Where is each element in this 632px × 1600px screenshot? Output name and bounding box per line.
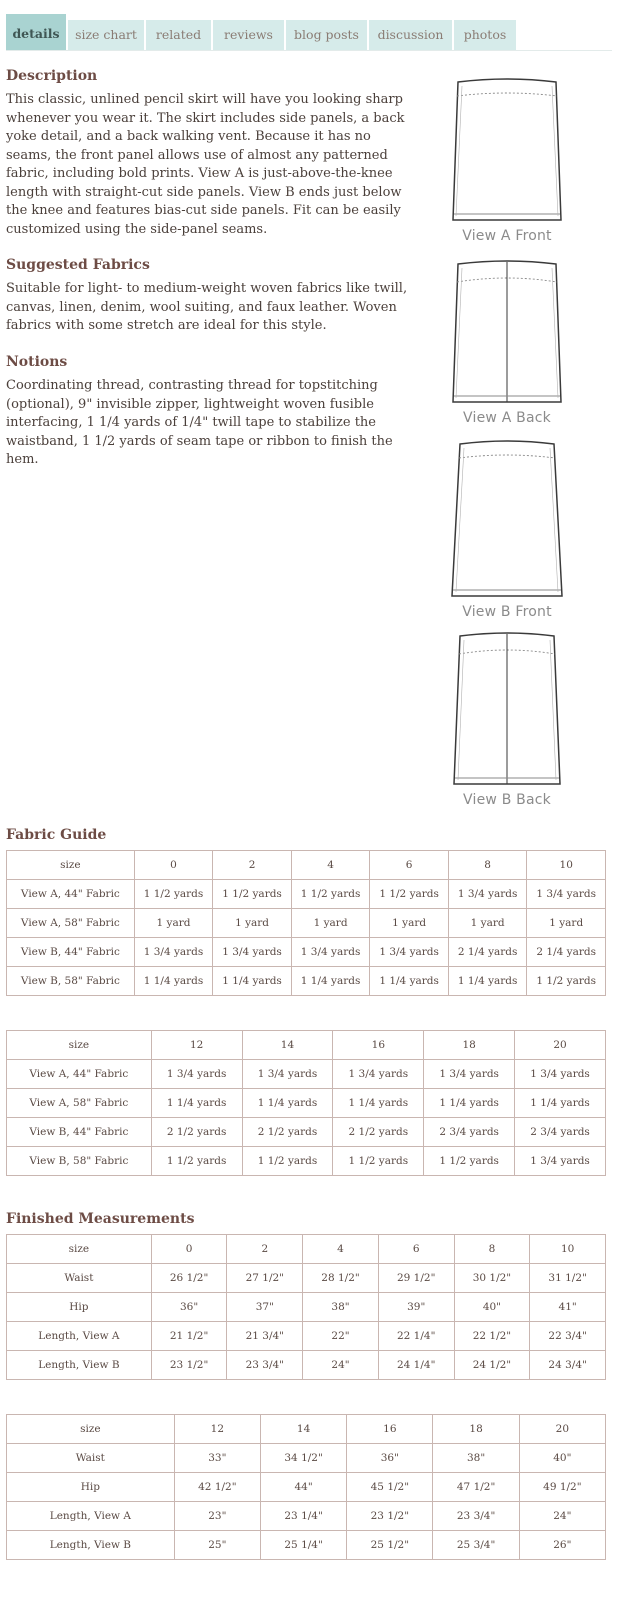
table-cell: 1 1/2 yards bbox=[291, 880, 370, 909]
table-cell: 2 1/2 yards bbox=[242, 1118, 333, 1147]
table-cell: 30 1/2" bbox=[454, 1264, 530, 1293]
table-cell: 25 3/4" bbox=[433, 1531, 519, 1560]
table-row-label: View A, 44" Fabric bbox=[7, 1060, 152, 1089]
table-row-label: Waist bbox=[7, 1444, 175, 1473]
table-cell: 1 3/4 yards bbox=[134, 938, 213, 967]
table-cell: 1 3/4 yards bbox=[213, 938, 292, 967]
table-row bbox=[7, 1060, 606, 1089]
table-cell: 38" bbox=[303, 1293, 379, 1322]
table-cell: 24" bbox=[303, 1351, 379, 1380]
table-row bbox=[7, 1293, 606, 1322]
description-text: This classic, unlined pencil skirt will have you looking sharp whenever you wear it. The skirt includes side panels, a back yoke detail, and a back walking vent. Because it has no seams, the front panel allows use of almost any patterned fabric, including bold prints. View A is just-above-the-knee length with straight-cut side panels. View B ends just below the knee and features bias-cut side panels. Fit can be easily customized using the side-panel seams. bbox=[6, 92, 405, 237]
table-cell: 2 1/2 yards bbox=[333, 1118, 424, 1147]
table-header-cell: 10 bbox=[527, 851, 606, 880]
table-row-label: Length, View B bbox=[7, 1351, 152, 1380]
tab-photos[interactable]: photos bbox=[454, 20, 518, 50]
table-header-cell: 0 bbox=[151, 1235, 227, 1264]
table-row bbox=[7, 1322, 606, 1351]
table-header-row bbox=[7, 1031, 606, 1060]
table-header-cell: 20 bbox=[519, 1415, 605, 1444]
table-cell: 22 3/4" bbox=[530, 1322, 606, 1351]
table-cell: 24 1/4" bbox=[378, 1351, 454, 1380]
table-cell: 1 1/4 yards bbox=[134, 967, 213, 996]
table-header-cell: 6 bbox=[378, 1235, 454, 1264]
table-cell: 24 3/4" bbox=[530, 1351, 606, 1380]
table-row-label: Waist bbox=[7, 1264, 152, 1293]
table-row-label: View B, 58" Fabric bbox=[7, 1147, 152, 1176]
table-cell: 42 1/2" bbox=[174, 1473, 260, 1502]
table-cell: 37" bbox=[227, 1293, 303, 1322]
table-header-cell: 14 bbox=[242, 1031, 333, 1060]
table-header-cell: 4 bbox=[291, 851, 370, 880]
table-cell: 1 3/4 yards bbox=[515, 1147, 606, 1176]
tab-blog-posts[interactable]: blog posts bbox=[286, 20, 369, 50]
table-cell: 2 3/4 yards bbox=[424, 1118, 515, 1147]
table-cell: 1 yard bbox=[291, 909, 370, 938]
measurements-table-2 bbox=[6, 1414, 606, 1560]
table-cell: 1 3/4 yards bbox=[448, 880, 527, 909]
notions-text: Coordinating thread, contrasting thread for topstitching (optional), 9" invisible zipper, lightweight woven fusible interfacing, 1 1/4 yards of 1/4" twill tape to stabilize the waistband, 1 1/2 yards of seam tape or ribbon to finish the hem. bbox=[6, 378, 393, 467]
table-row bbox=[7, 1118, 606, 1147]
table-header-cell: 14 bbox=[260, 1415, 346, 1444]
table-cell: 1 3/4 yards bbox=[291, 938, 370, 967]
table-cell: 2 1/2 yards bbox=[151, 1118, 242, 1147]
table-cell: 1 1/2 yards bbox=[213, 880, 292, 909]
table-cell: 31 1/2" bbox=[530, 1264, 606, 1293]
table-cell: 1 1/4 yards bbox=[370, 967, 449, 996]
table-cell: 2 1/4 yards bbox=[527, 938, 606, 967]
table-cell: 26" bbox=[519, 1531, 605, 1560]
view-label: View B Front bbox=[462, 604, 552, 620]
view-label: View B Back bbox=[463, 792, 551, 808]
table-cell: 25 1/2" bbox=[347, 1531, 433, 1560]
table-cell: 45 1/2" bbox=[347, 1473, 433, 1502]
table-header-row bbox=[7, 1235, 606, 1264]
table-cell: 1 1/4 yards bbox=[242, 1089, 333, 1118]
table-row bbox=[7, 1264, 606, 1293]
table-cell: 23 1/2" bbox=[151, 1351, 227, 1380]
table-row-label: Length, View B bbox=[7, 1531, 175, 1560]
table-cell: 1 1/4 yards bbox=[213, 967, 292, 996]
table-header-cell: 20 bbox=[515, 1031, 606, 1060]
table-header-cell: 2 bbox=[227, 1235, 303, 1264]
table-cell: 27 1/2" bbox=[227, 1264, 303, 1293]
table-header-cell: 12 bbox=[151, 1031, 242, 1060]
table-cell: 38" bbox=[433, 1444, 519, 1473]
table-header-cell: size bbox=[7, 1031, 152, 1060]
table-cell: 21 3/4" bbox=[227, 1322, 303, 1351]
tab-discussion[interactable]: discussion bbox=[369, 20, 454, 50]
table-cell: 23" bbox=[174, 1502, 260, 1531]
table-cell: 39" bbox=[378, 1293, 454, 1322]
table-cell: 1 3/4 yards bbox=[370, 938, 449, 967]
table-cell: 21 1/2" bbox=[151, 1322, 227, 1351]
table-row bbox=[7, 938, 606, 967]
view-b-front bbox=[448, 440, 566, 620]
table-cell: 41" bbox=[530, 1293, 606, 1322]
tab-related[interactable]: related bbox=[146, 20, 213, 50]
table-cell: 1 1/2 yards bbox=[151, 1147, 242, 1176]
table-cell: 1 3/4 yards bbox=[515, 1060, 606, 1089]
table-cell: 36" bbox=[347, 1444, 433, 1473]
table-cell: 1 1/2 yards bbox=[424, 1147, 515, 1176]
table-row-label: Length, View A bbox=[7, 1322, 152, 1351]
table-row-label: Hip bbox=[7, 1293, 152, 1322]
table-row bbox=[7, 1502, 606, 1531]
table-cell: 44" bbox=[260, 1473, 346, 1502]
table-row bbox=[7, 967, 606, 996]
table-cell: 22 1/4" bbox=[378, 1322, 454, 1351]
table-cell: 1 1/2 yards bbox=[333, 1147, 424, 1176]
table-cell: 1 1/4 yards bbox=[333, 1089, 424, 1118]
view-a-front bbox=[448, 78, 566, 244]
table-cell: 2 3/4 yards bbox=[515, 1118, 606, 1147]
table-row-label: View A, 58" Fabric bbox=[7, 909, 135, 938]
table-header-cell: 0 bbox=[134, 851, 213, 880]
fabric-guide-table-1 bbox=[6, 850, 606, 996]
suggested-fabrics-heading: Suggested Fabrics bbox=[6, 257, 150, 273]
table-cell: 47 1/2" bbox=[433, 1473, 519, 1502]
table-cell: 23 3/4" bbox=[227, 1351, 303, 1380]
table-cell: 25 1/4" bbox=[260, 1531, 346, 1560]
table-cell: 1 1/2 yards bbox=[242, 1147, 333, 1176]
table-row bbox=[7, 1444, 606, 1473]
skirt-b-back-drawing bbox=[448, 632, 566, 788]
skirt-b-front-drawing bbox=[448, 440, 566, 600]
table-cell: 40" bbox=[519, 1444, 605, 1473]
table-cell: 36" bbox=[151, 1293, 227, 1322]
table-header-cell: 4 bbox=[303, 1235, 379, 1264]
table-cell: 1 1/4 yards bbox=[448, 967, 527, 996]
table-cell: 1 yard bbox=[370, 909, 449, 938]
table-header-cell: 8 bbox=[448, 851, 527, 880]
table-cell: 1 3/4 yards bbox=[424, 1060, 515, 1089]
table-header-cell: 8 bbox=[454, 1235, 530, 1264]
table-row bbox=[7, 1351, 606, 1380]
table-header-cell: 12 bbox=[174, 1415, 260, 1444]
table-header-row bbox=[7, 1415, 606, 1444]
table-cell: 24" bbox=[519, 1502, 605, 1531]
table-cell: 22" bbox=[303, 1322, 379, 1351]
table-header-cell: 10 bbox=[530, 1235, 606, 1264]
table-cell: 1 yard bbox=[527, 909, 606, 938]
table-header-cell: 18 bbox=[424, 1031, 515, 1060]
table-row bbox=[7, 1473, 606, 1502]
table-header-cell: 6 bbox=[370, 851, 449, 880]
table-cell: 1 3/4 yards bbox=[151, 1060, 242, 1089]
tab-size-chart[interactable]: size chart bbox=[68, 20, 146, 50]
table-header-cell: 16 bbox=[347, 1415, 433, 1444]
table-row-label: View A, 58" Fabric bbox=[7, 1089, 152, 1118]
tab-details[interactable]: details bbox=[6, 14, 68, 50]
table-row bbox=[7, 909, 606, 938]
table-cell: 1 1/4 yards bbox=[291, 967, 370, 996]
table-row-label: View A, 44" Fabric bbox=[7, 880, 135, 909]
table-row bbox=[7, 1531, 606, 1560]
view-b-back bbox=[448, 632, 566, 808]
description-heading: Description bbox=[6, 68, 98, 84]
table-row-label: Length, View A bbox=[7, 1502, 175, 1531]
table-row-label: Hip bbox=[7, 1473, 175, 1502]
table-cell: 2 1/4 yards bbox=[448, 938, 527, 967]
fabric-guide-table-2 bbox=[6, 1030, 606, 1176]
table-cell: 26 1/2" bbox=[151, 1264, 227, 1293]
table-cell: 22 1/2" bbox=[454, 1322, 530, 1351]
table-cell: 1 3/4 yards bbox=[527, 880, 606, 909]
notions-heading: Notions bbox=[6, 354, 68, 370]
table-cell: 1 yard bbox=[134, 909, 213, 938]
tab-bar bbox=[6, 14, 612, 51]
table-cell: 25" bbox=[174, 1531, 260, 1560]
table-header-cell: 2 bbox=[213, 851, 292, 880]
table-cell: 1 1/4 yards bbox=[515, 1089, 606, 1118]
table-cell: 1 1/2 yards bbox=[370, 880, 449, 909]
table-header-row bbox=[7, 851, 606, 880]
table-cell: 1 3/4 yards bbox=[333, 1060, 424, 1089]
table-header-cell: size bbox=[7, 1235, 152, 1264]
table-header-cell: 16 bbox=[333, 1031, 424, 1060]
finished-measurements-heading: Finished Measurements bbox=[6, 1211, 195, 1227]
table-header-cell: 18 bbox=[433, 1415, 519, 1444]
table-header-cell: size bbox=[7, 1415, 175, 1444]
table-cell: 1 1/2 yards bbox=[527, 967, 606, 996]
table-cell: 23 1/2" bbox=[347, 1502, 433, 1531]
table-cell: 28 1/2" bbox=[303, 1264, 379, 1293]
table-row bbox=[7, 1089, 606, 1118]
table-row bbox=[7, 880, 606, 909]
table-cell: 1 1/4 yards bbox=[151, 1089, 242, 1118]
fabric-guide-heading: Fabric Guide bbox=[6, 827, 107, 843]
measurements-table-1 bbox=[6, 1234, 606, 1380]
skirt-a-back-drawing bbox=[448, 260, 566, 406]
table-cell: 49 1/2" bbox=[519, 1473, 605, 1502]
table-row-label: View B, 44" Fabric bbox=[7, 1118, 152, 1147]
table-cell: 33" bbox=[174, 1444, 260, 1473]
table-row-label: View B, 44" Fabric bbox=[7, 938, 135, 967]
view-label: View A Front bbox=[462, 228, 552, 244]
table-cell: 24 1/2" bbox=[454, 1351, 530, 1380]
table-row bbox=[7, 1147, 606, 1176]
table-cell: 29 1/2" bbox=[378, 1264, 454, 1293]
table-cell: 23 3/4" bbox=[433, 1502, 519, 1531]
table-cell: 40" bbox=[454, 1293, 530, 1322]
view-label: View A Back bbox=[463, 410, 551, 426]
table-cell: 1 1/4 yards bbox=[424, 1089, 515, 1118]
table-cell: 1 yard bbox=[213, 909, 292, 938]
view-a-back bbox=[448, 260, 566, 426]
suggested-fabrics-text: Suitable for light- to medium-weight woven fabrics like twill, canvas, linen, denim, wool suiting, and faux leather. Woven fabrics with some stretch are ideal for this style. bbox=[6, 281, 408, 333]
table-cell: 23 1/4" bbox=[260, 1502, 346, 1531]
table-cell: 1 1/2 yards bbox=[134, 880, 213, 909]
table-cell: 1 yard bbox=[448, 909, 527, 938]
table-header-cell: size bbox=[7, 851, 135, 880]
table-cell: 1 3/4 yards bbox=[242, 1060, 333, 1089]
tab-reviews[interactable]: reviews bbox=[213, 20, 286, 50]
table-cell: 34 1/2" bbox=[260, 1444, 346, 1473]
skirt-a-front-drawing bbox=[448, 78, 566, 224]
table-row-label: View B, 58" Fabric bbox=[7, 967, 135, 996]
